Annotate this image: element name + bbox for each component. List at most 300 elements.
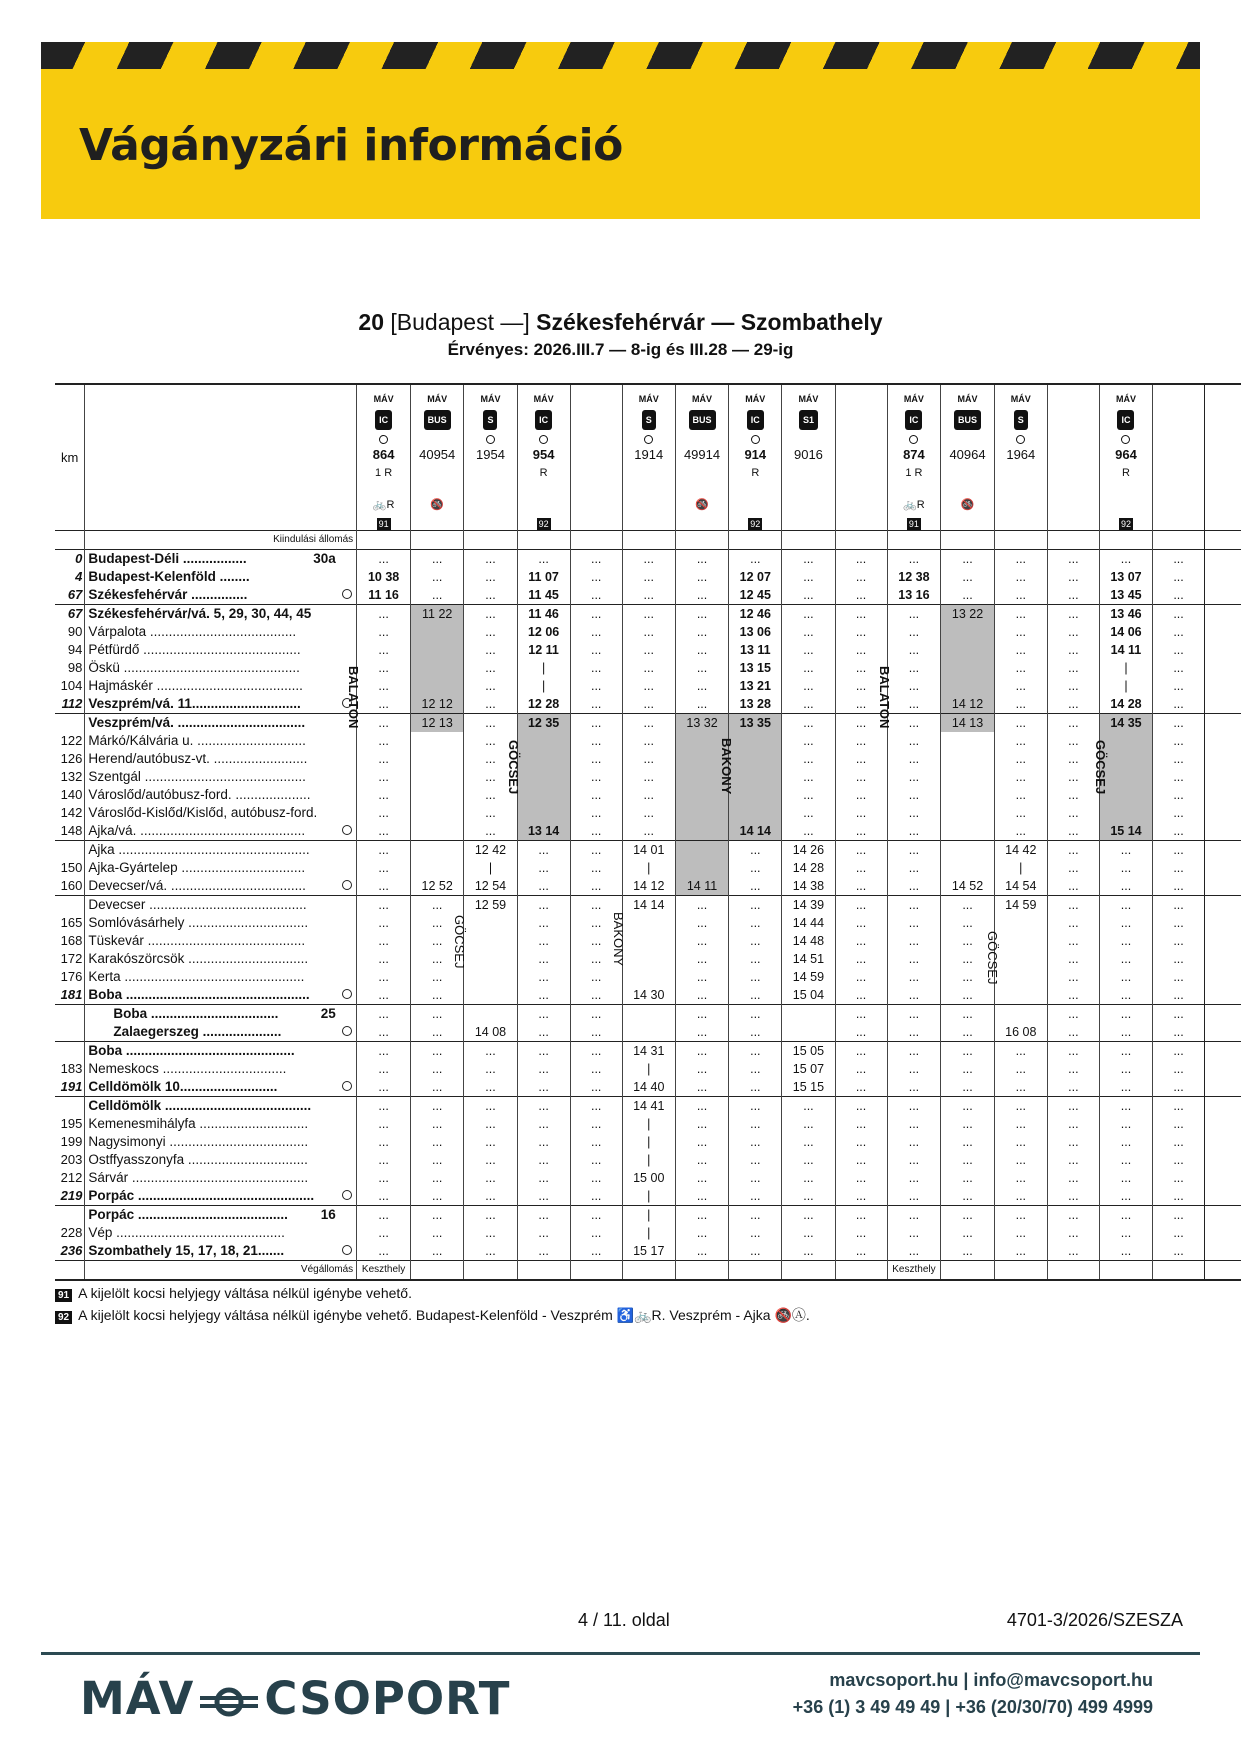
time-cell: ... — [782, 1151, 835, 1169]
reservation-code: R — [539, 467, 548, 479]
km-value: 195 — [60, 1116, 83, 1131]
time-cell: 14 41 — [622, 1097, 675, 1116]
station-name: Kemenesmihályfa ............................. — [88, 1116, 309, 1131]
time-cell: ... — [887, 750, 941, 768]
km-value: 104 — [60, 678, 83, 693]
time-cell: ... — [1153, 1023, 1205, 1042]
reservation-code — [626, 464, 672, 480]
time-cell: ... — [357, 1115, 411, 1133]
operator-label: MÁV — [427, 394, 448, 404]
km-value: 219 — [60, 1188, 83, 1203]
time-cell: ... — [410, 968, 463, 986]
station-name: Porpác ........................................ — [88, 1207, 288, 1222]
timetable — [55, 383, 1241, 1281]
time-cell: ... — [782, 586, 835, 605]
reservation-code — [467, 464, 513, 480]
time-cell: ... — [1153, 1115, 1205, 1133]
time-cell: ... — [835, 877, 887, 896]
table-row — [55, 841, 1241, 860]
time-cell: ... — [887, 786, 941, 804]
time-cell: ... — [835, 786, 887, 804]
time-cell: ... — [675, 623, 728, 641]
time-cell — [410, 859, 463, 877]
time-cell: 15 04 — [782, 986, 835, 1005]
station-name: Devecser .......................................... — [88, 897, 307, 912]
station-name: Tüskevár .......................................... — [88, 933, 306, 948]
time-cell: ... — [1099, 1242, 1152, 1261]
service-icon — [732, 496, 778, 514]
time-cell: ... — [570, 586, 622, 605]
time-cell — [941, 623, 994, 641]
time-cell — [675, 804, 728, 822]
time-cell: ... — [1047, 877, 1099, 896]
km-value: 142 — [60, 805, 83, 820]
operator-label: MÁV — [692, 394, 713, 404]
time-cell: ... — [464, 586, 517, 605]
time-cell: ... — [994, 1242, 1047, 1261]
time-cell — [517, 732, 570, 750]
time-cell: 12 42 — [464, 841, 517, 860]
time-cell: ... — [887, 623, 941, 641]
time-cell: ... — [941, 1060, 994, 1078]
time-cell: ... — [1047, 605, 1099, 624]
time-cell — [464, 932, 517, 950]
table-row — [55, 1042, 1241, 1061]
time-cell: ... — [570, 786, 622, 804]
major-station-icon — [342, 880, 352, 890]
km-value: 176 — [60, 969, 83, 984]
time-cell — [464, 968, 517, 986]
table-row — [55, 1023, 1241, 1042]
km-value — [55, 1042, 85, 1061]
time-cell: ... — [994, 1224, 1047, 1242]
time-cell: ... — [994, 1151, 1047, 1169]
document-id: 4701-3/2026/SZESZA — [1006, 1610, 1183, 1630]
station-name: Budapest-Déli ................. — [88, 551, 247, 566]
route-name-label: BAKONY — [719, 738, 734, 795]
train-number: 40964 — [949, 447, 986, 462]
time-cell: ... — [994, 1078, 1047, 1097]
time-cell: ... — [675, 1023, 728, 1042]
time-cell: ... — [887, 950, 941, 968]
time-cell: ... — [1047, 550, 1099, 569]
time-cell: ... — [729, 1151, 782, 1169]
time-cell: ... — [622, 804, 675, 822]
time-cell: ... — [782, 1133, 835, 1151]
station-name: Sárvár ............................................... — [88, 1170, 309, 1185]
km-value: 212 — [60, 1170, 83, 1185]
service-icon — [467, 496, 513, 514]
time-cell — [941, 822, 994, 841]
time-cell: ... — [410, 1005, 463, 1024]
table-row — [55, 986, 1241, 1005]
time-cell: ... — [835, 1187, 887, 1206]
time-cell: 14 30 — [622, 986, 675, 1005]
time-cell: ... — [464, 714, 517, 733]
table-row — [55, 1060, 1241, 1078]
operator-label: MÁV — [957, 394, 978, 404]
table-row — [55, 605, 1241, 624]
train-number: 914 — [744, 447, 767, 462]
time-cell: ... — [1099, 986, 1152, 1005]
time-cell — [464, 986, 517, 1005]
time-cell: ... — [517, 1005, 570, 1024]
time-cell: ... — [675, 968, 728, 986]
time-cell: ... — [517, 896, 570, 915]
time-cell: ... — [887, 877, 941, 896]
time-cell: ... — [729, 1060, 782, 1078]
time-cell: ... — [887, 732, 941, 750]
time-cell: ... — [357, 1060, 411, 1078]
table-row — [55, 1224, 1241, 1242]
time-cell: 12 28 — [517, 695, 570, 714]
time-cell: ... — [1099, 841, 1152, 860]
time-cell: ... — [675, 986, 728, 1005]
origin-label: Kiindulási állomás — [85, 531, 357, 550]
station-name: Várpalota ....................................... — [88, 624, 297, 639]
end-cell — [1205, 1169, 1241, 1187]
time-cell: 11 45 — [517, 586, 570, 605]
table-row — [55, 623, 1241, 641]
stop-marker-icon — [1016, 435, 1025, 444]
time-cell: ... — [1099, 1115, 1152, 1133]
validity: Érvényes: 2026.III.7 — 8-ig és III.28 — 29-ig — [447, 340, 794, 359]
time-cell: | — [622, 1187, 675, 1206]
end-cell — [1205, 659, 1241, 677]
time-cell: ... — [1153, 859, 1205, 877]
time-cell: ... — [887, 1242, 941, 1261]
time-cell: ... — [410, 1078, 463, 1097]
note-ref-badge: 92 — [750, 519, 761, 529]
train-number: 40954 — [419, 447, 456, 462]
time-cell: ... — [1099, 932, 1152, 950]
time-cell: ... — [570, 568, 622, 586]
table-row — [55, 750, 1241, 768]
route-name-label: GÖCSEJ — [452, 915, 467, 969]
footnote-text: A kijelölt kocsi helyjegy váltása nélkül igénybe vehető. — [78, 1285, 412, 1301]
time-cell — [941, 641, 994, 659]
time-cell: ... — [1099, 1078, 1152, 1097]
time-cell: ... — [675, 641, 728, 659]
train-header — [941, 384, 994, 531]
time-cell: ... — [675, 1005, 728, 1024]
time-cell: 14 59 — [782, 968, 835, 986]
destination-label: Végállomás — [85, 1261, 357, 1281]
category-badge: IC — [905, 410, 922, 430]
table-row — [55, 950, 1241, 968]
time-cell: ... — [1047, 750, 1099, 768]
major-station-icon — [342, 1081, 352, 1091]
time-cell: ... — [464, 1169, 517, 1187]
banner — [41, 42, 1200, 219]
table-row — [55, 859, 1241, 877]
km-value: 67 — [55, 605, 85, 624]
time-cell: ... — [1047, 1169, 1099, 1187]
end-cell — [1205, 732, 1241, 750]
note-ref-badge: 92 — [538, 519, 549, 529]
time-cell: 14 28 — [1099, 695, 1152, 714]
table-row — [55, 1169, 1241, 1187]
time-cell: 14 35 — [1099, 714, 1152, 733]
time-cell: ... — [1047, 1133, 1099, 1151]
table-ref: 25 — [320, 1006, 336, 1021]
train-header — [464, 384, 517, 531]
time-cell: ... — [1153, 641, 1205, 659]
end-cell — [1205, 1187, 1241, 1206]
major-station-icon — [342, 1190, 352, 1200]
km-value: 148 — [60, 823, 83, 838]
time-cell — [941, 659, 994, 677]
time-cell: ... — [675, 1242, 728, 1261]
reservation-code — [785, 464, 831, 480]
time-cell: ... — [1153, 822, 1205, 841]
time-cell: ... — [729, 859, 782, 877]
time-cell: ... — [782, 568, 835, 586]
time-cell: ... — [835, 1224, 887, 1242]
km-value: 168 — [60, 933, 83, 948]
time-cell: ... — [410, 586, 463, 605]
time-cell: ... — [887, 659, 941, 677]
time-cell: ... — [1047, 1078, 1099, 1097]
time-cell: ... — [994, 1042, 1047, 1061]
time-cell: ... — [782, 605, 835, 624]
time-cell: 11 46 — [517, 605, 570, 624]
time-cell: ... — [729, 1023, 782, 1042]
time-cell: ... — [1099, 1169, 1152, 1187]
time-cell: ... — [1099, 950, 1152, 968]
train-number: 49914 — [683, 447, 721, 462]
time-cell: ... — [1047, 950, 1099, 968]
time-cell: ... — [1153, 732, 1205, 750]
time-cell: ... — [782, 1242, 835, 1261]
time-cell: ... — [357, 877, 411, 896]
time-cell: ... — [1047, 804, 1099, 822]
operator-label: MÁV — [1010, 394, 1031, 404]
time-cell — [782, 1005, 835, 1024]
time-cell: ... — [570, 623, 622, 641]
km-value: 98 — [67, 660, 83, 675]
time-cell: ... — [729, 1133, 782, 1151]
end-cell — [1205, 641, 1241, 659]
time-cell: ... — [941, 550, 994, 569]
end-cell — [1205, 804, 1241, 822]
time-cell: ... — [570, 859, 622, 877]
time-cell: ... — [1153, 1187, 1205, 1206]
train-number: 864 — [372, 447, 395, 462]
time-cell: 15 05 — [782, 1042, 835, 1061]
stop-marker-icon — [644, 435, 653, 444]
major-station-icon — [342, 1026, 352, 1036]
time-cell — [675, 841, 728, 860]
time-cell: ... — [835, 859, 887, 877]
time-cell: 14 31 — [622, 1042, 675, 1061]
end-cell — [1205, 1224, 1241, 1242]
time-cell: ... — [675, 1115, 728, 1133]
time-cell: ... — [1047, 1224, 1099, 1242]
table-row — [55, 1078, 1241, 1097]
end-cell — [1205, 822, 1241, 841]
time-cell: ... — [675, 1078, 728, 1097]
time-cell — [994, 1005, 1047, 1024]
km-value: 172 — [60, 951, 83, 966]
time-cell: ... — [464, 1187, 517, 1206]
time-cell: ... — [1153, 768, 1205, 786]
time-cell: ... — [994, 1187, 1047, 1206]
end-cell — [1205, 677, 1241, 695]
time-cell: ... — [887, 1169, 941, 1187]
time-cell: ... — [887, 1042, 941, 1061]
major-station-icon — [342, 589, 352, 599]
time-cell: ... — [570, 896, 622, 915]
time-cell: ... — [570, 1097, 622, 1116]
km-value: 94 — [67, 642, 83, 657]
time-cell — [517, 804, 570, 822]
km-value: 126 — [60, 751, 83, 766]
time-cell: ... — [570, 1242, 622, 1261]
time-cell: ... — [994, 1115, 1047, 1133]
station-name: Székesfehérvár/vá. 5, 29, 30, 44, 45 — [88, 606, 312, 621]
time-cell: 13 21 — [729, 677, 782, 695]
time-cell: ... — [1047, 1023, 1099, 1042]
footer-divider — [41, 1652, 1200, 1655]
time-cell: ... — [1047, 914, 1099, 932]
time-cell: ... — [410, 986, 463, 1005]
train-header — [1153, 384, 1205, 531]
time-cell: 13 46 — [1099, 605, 1152, 624]
time-cell: ... — [570, 950, 622, 968]
table-row — [55, 568, 1241, 586]
reservation-code: 1 R — [375, 467, 393, 479]
time-cell: ... — [1047, 859, 1099, 877]
train-number: 1914 — [634, 447, 664, 462]
km-value — [55, 841, 85, 860]
time-cell: ... — [622, 695, 675, 714]
time-cell: ... — [941, 896, 994, 915]
time-cell: ... — [782, 623, 835, 641]
time-cell: ... — [1153, 877, 1205, 896]
time-cell: ... — [1153, 896, 1205, 915]
service-icon: 🚳 — [960, 499, 975, 511]
time-cell: ... — [675, 914, 728, 932]
train-number: 1964 — [1006, 447, 1036, 462]
time-cell: ... — [1153, 659, 1205, 677]
time-cell: ... — [570, 1042, 622, 1061]
category-badge: BUS — [424, 410, 451, 430]
time-cell: ... — [675, 950, 728, 968]
time-cell: ... — [835, 1023, 887, 1042]
time-cell: ... — [887, 1078, 941, 1097]
time-cell: ... — [1153, 1224, 1205, 1242]
time-cell: ... — [1047, 822, 1099, 841]
table-row — [55, 786, 1241, 804]
time-cell: ... — [357, 1187, 411, 1206]
train-header — [622, 384, 675, 531]
time-cell: ... — [729, 1206, 782, 1225]
time-cell: | — [1099, 677, 1152, 695]
category-badge: S — [483, 410, 497, 430]
category-badge: BUS — [954, 410, 981, 430]
station-name: Nemeskocs ................................. — [88, 1061, 287, 1076]
time-cell: ... — [1047, 695, 1099, 714]
station-name: Veszprém/vá. .................................. — [88, 715, 306, 730]
time-cell — [622, 950, 675, 968]
time-cell: 12 13 — [410, 714, 463, 733]
time-cell: ... — [835, 714, 887, 733]
station-name: Budapest-Kelenföld ........ — [88, 569, 250, 584]
time-cell: ... — [357, 605, 411, 624]
time-cell: ... — [782, 1224, 835, 1242]
time-cell: ... — [941, 586, 994, 605]
time-cell: ... — [887, 932, 941, 950]
time-cell: ... — [570, 1005, 622, 1024]
station-name: Nagysimonyi ..................................... — [88, 1134, 309, 1149]
station-name: Ostffyasszonyfa ................................ — [88, 1152, 308, 1167]
time-cell — [729, 732, 782, 750]
service-icon — [1103, 496, 1149, 514]
time-cell: ... — [464, 605, 517, 624]
time-cell — [410, 659, 463, 677]
end-cell — [1205, 986, 1241, 1005]
station-name: Somlóvásárhely ................................ — [88, 915, 309, 930]
time-cell: ... — [410, 1023, 463, 1042]
service-icon: 🚲R — [903, 499, 925, 511]
time-cell: 13 11 — [729, 641, 782, 659]
time-cell: ... — [994, 605, 1047, 624]
km-value: 0 — [55, 550, 85, 569]
time-cell: ... — [517, 841, 570, 860]
time-cell: ... — [1099, 896, 1152, 915]
time-cell: 13 16 — [887, 586, 941, 605]
km-value: 150 — [60, 860, 83, 875]
time-cell: ... — [782, 822, 835, 841]
time-cell: 13 22 — [941, 605, 994, 624]
station-name: Ajka ................................................... — [88, 842, 310, 857]
time-cell: ... — [410, 1224, 463, 1242]
time-cell: ... — [782, 1097, 835, 1116]
time-cell: ... — [464, 750, 517, 768]
time-cell: ... — [729, 950, 782, 968]
time-cell: ... — [464, 623, 517, 641]
station-name: Devecser/vá. .................................... — [88, 878, 306, 893]
time-cell: ... — [887, 822, 941, 841]
time-cell: ... — [941, 1097, 994, 1116]
time-cell: ... — [887, 804, 941, 822]
time-cell — [994, 968, 1047, 986]
time-cell: ... — [782, 732, 835, 750]
service-icon — [998, 496, 1044, 514]
time-cell: ... — [887, 1023, 941, 1042]
time-cell: ... — [410, 1115, 463, 1133]
end-cell — [1205, 1005, 1241, 1024]
time-cell: ... — [835, 950, 887, 968]
time-cell: ... — [357, 732, 411, 750]
time-cell: ... — [410, 896, 463, 915]
time-cell: ... — [729, 1005, 782, 1024]
time-cell — [941, 768, 994, 786]
time-cell: ... — [1047, 1151, 1099, 1169]
time-cell: ... — [517, 1060, 570, 1078]
train-number: 1954 — [476, 447, 505, 462]
time-cell: ... — [835, 750, 887, 768]
time-cell: ... — [570, 768, 622, 786]
time-cell: ... — [464, 695, 517, 714]
time-cell: ... — [517, 859, 570, 877]
contact-phone: +36 (1) 3 49 49 49 | +36 (20/30/70) 499 4999 — [792, 1697, 1153, 1717]
time-cell: ... — [941, 950, 994, 968]
time-cell: | — [517, 677, 570, 695]
time-cell: ... — [835, 659, 887, 677]
time-cell: ... — [1153, 677, 1205, 695]
